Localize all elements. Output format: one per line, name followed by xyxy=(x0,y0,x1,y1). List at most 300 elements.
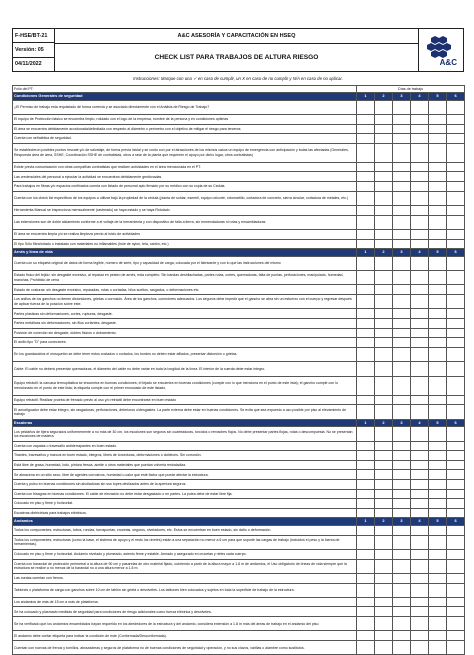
day-check-cell[interactable] xyxy=(447,573,465,583)
day-check-cell[interactable] xyxy=(375,451,393,461)
day-check-cell[interactable] xyxy=(429,256,447,270)
day-check-cell[interactable] xyxy=(429,162,447,172)
day-check-cell[interactable] xyxy=(411,100,429,114)
day-check-cell[interactable] xyxy=(429,215,447,229)
day-check-cell[interactable] xyxy=(411,559,429,573)
day-check-cell[interactable] xyxy=(375,239,393,249)
day-check-cell[interactable] xyxy=(411,499,429,509)
day-check-cell[interactable] xyxy=(375,508,393,518)
checklist-sheet xyxy=(12,28,464,655)
day-check-cell[interactable] xyxy=(375,395,393,405)
day-check-cell[interactable] xyxy=(447,191,465,205)
day-check-cell[interactable] xyxy=(429,124,447,134)
day-check-cell[interactable] xyxy=(357,499,375,509)
day-check-cell[interactable] xyxy=(447,124,465,134)
checklist-item-text: Posición de conexión sin desgaste, dobles físicos o dobramiento. xyxy=(13,328,357,338)
day-check-cell[interactable] xyxy=(411,191,429,205)
day-check-cell[interactable] xyxy=(357,641,375,655)
document-version: Versión: 05 xyxy=(13,43,54,57)
day-check-cell[interactable] xyxy=(375,631,393,641)
day-check-cell[interactable] xyxy=(411,470,429,480)
day-check-cell[interactable] xyxy=(375,427,393,441)
checklist-item-text: Cable: El cable no deberá presentar quemaduras, el diámetro del cable no debe variar en toda la longitud de la línea. El interior de la cuerda debe estar integro. xyxy=(13,362,357,376)
day-check-cell[interactable] xyxy=(429,395,447,405)
day-check-cell[interactable] xyxy=(429,347,447,361)
day-check-cell[interactable] xyxy=(429,559,447,573)
day-check-cell[interactable] xyxy=(429,143,447,162)
day-check-cell[interactable] xyxy=(429,441,447,451)
day-check-cell[interactable] xyxy=(447,205,465,215)
day-check-cell[interactable] xyxy=(393,641,411,655)
checklist-item-text: En los guardacabos el mosquetón se debe tener estos costados o cortados, los bordes no deben estar afilados, presentar distorsión o grietas. xyxy=(13,347,357,361)
day-check-cell[interactable] xyxy=(411,641,429,655)
day-check-cell[interactable] xyxy=(429,309,447,319)
day-check-cell[interactable] xyxy=(411,162,429,172)
day-check-cell[interactable] xyxy=(411,583,429,597)
day-check-cell[interactable] xyxy=(375,143,393,162)
day-check-cell[interactable] xyxy=(447,162,465,172)
day-check-cell[interactable] xyxy=(393,525,411,535)
day-check-cell[interactable] xyxy=(429,535,447,549)
day-check-cell[interactable] xyxy=(429,499,447,509)
day-check-cell[interactable] xyxy=(411,549,429,559)
day-check-cell[interactable] xyxy=(447,549,465,559)
day-check-cell[interactable] xyxy=(357,229,375,239)
day-check-cell[interactable] xyxy=(393,134,411,144)
day-check-cell[interactable] xyxy=(447,607,465,617)
day-check-cell[interactable] xyxy=(375,295,393,309)
day-check-cell[interactable] xyxy=(429,508,447,518)
day-check-cell[interactable] xyxy=(375,172,393,182)
day-check-cell[interactable] xyxy=(411,271,429,285)
day-check-cell[interactable] xyxy=(429,295,447,309)
day-check-cell[interactable] xyxy=(375,134,393,144)
day-check-cell[interactable] xyxy=(393,347,411,361)
day-check-cell[interactable] xyxy=(375,347,393,361)
day-check-cell[interactable] xyxy=(411,285,429,295)
checklist-row xyxy=(13,114,465,124)
day-check-cell[interactable] xyxy=(429,328,447,338)
day-check-cell[interactable] xyxy=(393,508,411,518)
day-check-cell[interactable] xyxy=(393,338,411,348)
day-check-cell[interactable] xyxy=(447,295,465,309)
day-check-cell[interactable] xyxy=(429,100,447,114)
day-check-cell[interactable] xyxy=(411,508,429,518)
day-check-cell[interactable] xyxy=(411,256,429,270)
day-check-cell[interactable] xyxy=(411,405,429,419)
day-check-cell[interactable] xyxy=(393,362,411,376)
day-check-cell[interactable] xyxy=(429,405,447,419)
day-check-cell[interactable] xyxy=(429,427,447,441)
day-check-cell[interactable] xyxy=(375,376,393,395)
day-check-cell[interactable] xyxy=(429,362,447,376)
day-check-cell[interactable] xyxy=(375,285,393,295)
day-number-header: 2 xyxy=(375,419,393,427)
day-check-cell[interactable] xyxy=(447,441,465,451)
day-check-cell[interactable] xyxy=(375,124,393,134)
day-check-cell[interactable] xyxy=(393,295,411,309)
day-check-cell[interactable] xyxy=(429,191,447,205)
day-check-cell[interactable] xyxy=(447,583,465,597)
day-check-cell[interactable] xyxy=(393,191,411,205)
day-check-cell[interactable] xyxy=(375,100,393,114)
day-check-cell[interactable] xyxy=(375,597,393,607)
day-check-cell[interactable] xyxy=(357,451,375,461)
day-check-cell[interactable] xyxy=(411,229,429,239)
day-check-cell[interactable] xyxy=(411,362,429,376)
day-check-cell[interactable] xyxy=(393,535,411,549)
day-check-cell[interactable] xyxy=(411,239,429,249)
day-check-cell[interactable] xyxy=(393,328,411,338)
day-check-cell[interactable] xyxy=(411,597,429,607)
day-check-cell[interactable] xyxy=(357,489,375,499)
day-check-cell[interactable] xyxy=(429,525,447,535)
day-check-cell[interactable] xyxy=(411,395,429,405)
day-check-cell[interactable] xyxy=(393,309,411,319)
day-check-cell[interactable] xyxy=(393,573,411,583)
day-check-cell[interactable] xyxy=(429,114,447,124)
day-check-cell[interactable] xyxy=(357,143,375,162)
day-check-cell[interactable] xyxy=(411,347,429,361)
day-check-cell[interactable] xyxy=(411,460,429,470)
day-check-cell[interactable] xyxy=(447,143,465,162)
day-check-cell[interactable] xyxy=(447,376,465,395)
day-check-cell[interactable] xyxy=(357,124,375,134)
day-check-cell[interactable] xyxy=(447,499,465,509)
day-check-cell[interactable] xyxy=(447,338,465,348)
day-check-cell[interactable] xyxy=(375,271,393,285)
day-check-cell[interactable] xyxy=(357,338,375,348)
instructions: Instrucciones: Marque con una ✓ en caso de cumplir, un X en caso de no cumplir y N/A en caso de no aplicar. xyxy=(133,76,343,81)
day-check-cell[interactable] xyxy=(429,285,447,295)
day-check-cell[interactable] xyxy=(393,100,411,114)
day-check-cell[interactable] xyxy=(357,285,375,295)
day-check-cell[interactable] xyxy=(393,181,411,191)
checklist-row xyxy=(13,470,465,480)
day-check-cell[interactable] xyxy=(357,508,375,518)
day-check-cell[interactable] xyxy=(393,479,411,489)
day-check-cell[interactable] xyxy=(411,328,429,338)
day-check-cell[interactable] xyxy=(357,319,375,329)
day-check-cell[interactable] xyxy=(447,271,465,285)
day-check-cell[interactable] xyxy=(429,451,447,461)
day-check-cell[interactable] xyxy=(411,319,429,329)
day-check-cell[interactable] xyxy=(429,641,447,655)
day-check-cell[interactable] xyxy=(447,535,465,549)
day-check-cell[interactable] xyxy=(357,460,375,470)
day-check-cell[interactable] xyxy=(375,162,393,172)
day-check-cell[interactable] xyxy=(447,525,465,535)
day-check-cell[interactable] xyxy=(357,395,375,405)
day-check-cell[interactable] xyxy=(357,100,375,114)
day-check-cell[interactable] xyxy=(393,470,411,480)
checklist-row xyxy=(13,607,465,617)
checklist-item-text: Escaleras dieléctricas para trabajos eléctricos. xyxy=(13,508,357,518)
day-check-cell[interactable] xyxy=(393,172,411,182)
day-check-cell[interactable] xyxy=(357,479,375,489)
day-check-cell[interactable] xyxy=(357,441,375,451)
day-check-cell[interactable] xyxy=(447,362,465,376)
day-check-cell[interactable] xyxy=(429,239,447,249)
day-check-cell[interactable] xyxy=(411,573,429,583)
day-check-cell[interactable] xyxy=(447,309,465,319)
day-check-cell[interactable] xyxy=(357,617,375,631)
day-check-cell[interactable] xyxy=(411,338,429,348)
day-check-cell[interactable] xyxy=(375,470,393,480)
day-check-cell[interactable] xyxy=(393,124,411,134)
day-check-cell[interactable] xyxy=(393,583,411,597)
day-check-cell[interactable] xyxy=(447,114,465,124)
day-check-cell[interactable] xyxy=(447,460,465,470)
day-check-cell[interactable] xyxy=(357,631,375,641)
day-check-cell[interactable] xyxy=(393,460,411,470)
day-check-cell[interactable] xyxy=(357,205,375,215)
day-check-cell[interactable] xyxy=(357,114,375,124)
day-check-cell[interactable] xyxy=(429,172,447,182)
day-check-cell[interactable] xyxy=(375,499,393,509)
day-check-cell[interactable] xyxy=(357,215,375,229)
checklist-row xyxy=(13,172,465,182)
day-check-cell[interactable] xyxy=(447,100,465,114)
day-check-cell[interactable] xyxy=(357,376,375,395)
day-check-cell[interactable] xyxy=(429,205,447,215)
day-check-cell[interactable] xyxy=(375,256,393,270)
day-check-cell[interactable] xyxy=(375,229,393,239)
day-check-cell[interactable] xyxy=(375,460,393,470)
day-check-cell[interactable] xyxy=(411,617,429,631)
day-check-cell[interactable] xyxy=(447,451,465,461)
day-check-cell[interactable] xyxy=(375,549,393,559)
day-check-cell[interactable] xyxy=(393,376,411,395)
day-check-cell[interactable] xyxy=(375,362,393,376)
day-check-cell[interactable] xyxy=(447,641,465,655)
day-check-cell[interactable] xyxy=(393,256,411,270)
day-check-cell[interactable] xyxy=(447,489,465,499)
day-check-cell[interactable] xyxy=(429,549,447,559)
checklist-row xyxy=(13,525,465,535)
day-check-cell[interactable] xyxy=(357,271,375,285)
day-check-cell[interactable] xyxy=(411,181,429,191)
day-check-cell[interactable] xyxy=(429,470,447,480)
day-check-cell[interactable] xyxy=(357,181,375,191)
day-check-cell[interactable] xyxy=(447,215,465,229)
day-check-cell[interactable] xyxy=(357,583,375,597)
day-check-cell[interactable] xyxy=(357,239,375,249)
day-check-cell[interactable] xyxy=(357,535,375,549)
checklist-item-text: Las extensiones son de doble aislamiento conforme a el voltaje de la herramienta y con dispositivo de falla a tierra, sin enmendaduras ni rotas y ensambladuras xyxy=(13,215,357,229)
day-check-cell[interactable] xyxy=(375,641,393,655)
day-check-cell[interactable] xyxy=(357,362,375,376)
day-check-cell[interactable] xyxy=(411,114,429,124)
checklist-item-text: Se ha verificado que los andamios ensamblados hayan requerido en los alrededores de la estructura y del andamio, considera extensión a 1.8 m más del áreas de trabajo en el andamio del piso. xyxy=(13,617,357,631)
day-check-cell[interactable] xyxy=(357,549,375,559)
day-check-cell[interactable] xyxy=(375,205,393,215)
day-check-cell[interactable] xyxy=(411,631,429,641)
day-check-cell[interactable] xyxy=(375,489,393,499)
day-check-cell[interactable] xyxy=(375,405,393,419)
day-check-cell[interactable] xyxy=(429,479,447,489)
day-check-cell[interactable] xyxy=(429,271,447,285)
day-check-cell[interactable] xyxy=(393,239,411,249)
day-check-cell[interactable] xyxy=(357,427,375,441)
day-check-cell[interactable] xyxy=(393,319,411,329)
day-check-cell[interactable] xyxy=(447,181,465,191)
day-check-cell[interactable] xyxy=(411,607,429,617)
day-check-cell[interactable] xyxy=(411,441,429,451)
day-check-cell[interactable] xyxy=(429,583,447,597)
day-check-cell[interactable] xyxy=(411,143,429,162)
day-check-cell[interactable] xyxy=(411,215,429,229)
day-check-cell[interactable] xyxy=(393,143,411,162)
day-check-cell[interactable] xyxy=(357,559,375,573)
day-check-cell[interactable] xyxy=(357,191,375,205)
day-check-cell[interactable] xyxy=(411,172,429,182)
day-check-cell[interactable] xyxy=(429,597,447,607)
day-check-cell[interactable] xyxy=(411,309,429,319)
checklist-row xyxy=(13,583,465,597)
day-check-cell[interactable] xyxy=(411,295,429,309)
day-check-cell[interactable] xyxy=(393,395,411,405)
day-check-cell[interactable] xyxy=(393,597,411,607)
day-check-cell[interactable] xyxy=(447,405,465,419)
day-check-cell[interactable] xyxy=(393,271,411,285)
day-check-cell[interactable] xyxy=(447,229,465,239)
day-check-cell[interactable] xyxy=(375,525,393,535)
day-check-cell[interactable] xyxy=(393,229,411,239)
day-check-cell[interactable] xyxy=(375,338,393,348)
day-check-cell[interactable] xyxy=(411,427,429,441)
day-check-cell[interactable] xyxy=(375,114,393,124)
day-check-cell[interactable] xyxy=(357,597,375,607)
day-check-cell[interactable] xyxy=(429,607,447,617)
day-check-cell[interactable] xyxy=(447,395,465,405)
day-check-cell[interactable] xyxy=(429,181,447,191)
day-check-cell[interactable] xyxy=(357,134,375,144)
day-check-cell[interactable] xyxy=(393,162,411,172)
day-check-cell[interactable] xyxy=(447,172,465,182)
day-check-cell[interactable] xyxy=(357,172,375,182)
day-check-cell[interactable] xyxy=(429,617,447,631)
day-check-cell[interactable] xyxy=(411,535,429,549)
day-check-cell[interactable] xyxy=(411,124,429,134)
day-check-cell[interactable] xyxy=(357,309,375,319)
day-check-cell[interactable] xyxy=(375,319,393,329)
day-check-cell[interactable] xyxy=(447,319,465,329)
day-check-cell[interactable] xyxy=(375,215,393,229)
day-check-cell[interactable] xyxy=(375,583,393,597)
day-check-cell[interactable] xyxy=(411,489,429,499)
day-check-cell[interactable] xyxy=(429,460,447,470)
day-check-cell[interactable] xyxy=(375,441,393,451)
day-check-cell[interactable] xyxy=(357,470,375,480)
day-check-cell[interactable] xyxy=(429,338,447,348)
checklist-item-text: El área se encuentra debidamente acordonada/delimitada con respecto al diámetro o perímetro con el objetivo de mitigar el riesgo para terceros xyxy=(13,124,357,134)
day-check-cell[interactable] xyxy=(393,559,411,573)
day-check-cell[interactable] xyxy=(375,191,393,205)
day-check-cell[interactable] xyxy=(411,376,429,395)
day-check-cell[interactable] xyxy=(447,427,465,441)
checklist-row xyxy=(13,631,465,641)
day-check-cell[interactable] xyxy=(393,489,411,499)
day-check-cell[interactable] xyxy=(393,427,411,441)
day-check-cell[interactable] xyxy=(447,347,465,361)
day-check-cell[interactable] xyxy=(375,328,393,338)
day-check-cell[interactable] xyxy=(447,256,465,270)
day-check-cell[interactable] xyxy=(357,607,375,617)
day-check-cell[interactable] xyxy=(375,181,393,191)
day-check-cell[interactable] xyxy=(447,470,465,480)
day-check-cell[interactable] xyxy=(357,405,375,419)
day-check-cell[interactable] xyxy=(429,376,447,395)
day-check-cell[interactable] xyxy=(375,573,393,583)
day-check-cell[interactable] xyxy=(357,525,375,535)
checklist-item-text: Existe previa comunicación con otras compañías contratistas que realicen actividades en el área mencionada en el PT. xyxy=(13,162,357,172)
day-check-cell[interactable] xyxy=(447,134,465,144)
day-check-cell[interactable] xyxy=(411,479,429,489)
day-check-cell[interactable] xyxy=(447,617,465,631)
day-check-cell[interactable] xyxy=(429,631,447,641)
day-check-cell[interactable] xyxy=(447,559,465,573)
checklist-item-text: Cuenta con barandal de protección perimetral a la altura de 90 cm y pasarelas de otro material fijado, cubriendo a partir de la altura mayor a 1.8 m de andamios, el Uso obligatorio de líneas de vida siempre que la estructura se realice a no menos de la barandal no a una altura menor a 1.8 m. xyxy=(13,559,357,573)
day-check-cell[interactable] xyxy=(375,607,393,617)
day-check-cell[interactable] xyxy=(447,631,465,641)
day-check-cell[interactable] xyxy=(393,205,411,215)
day-check-cell[interactable] xyxy=(375,479,393,489)
day-check-cell[interactable] xyxy=(447,508,465,518)
day-check-cell[interactable] xyxy=(393,631,411,641)
day-check-cell[interactable] xyxy=(357,328,375,338)
day-check-cell[interactable] xyxy=(447,285,465,295)
day-check-cell[interactable] xyxy=(375,309,393,319)
checklist-row xyxy=(13,597,465,607)
day-check-cell[interactable] xyxy=(447,597,465,607)
day-check-cell[interactable] xyxy=(411,451,429,461)
day-check-cell[interactable] xyxy=(393,549,411,559)
day-check-cell[interactable] xyxy=(393,441,411,451)
day-check-cell[interactable] xyxy=(393,499,411,509)
day-check-cell[interactable] xyxy=(375,535,393,549)
day-check-cell[interactable] xyxy=(411,525,429,535)
day-check-cell[interactable] xyxy=(429,319,447,329)
day-check-cell[interactable] xyxy=(429,229,447,239)
day-check-cell[interactable] xyxy=(357,256,375,270)
day-check-cell[interactable] xyxy=(393,617,411,631)
day-check-cell[interactable] xyxy=(447,239,465,249)
day-check-cell[interactable] xyxy=(357,162,375,172)
day-check-cell[interactable] xyxy=(357,573,375,583)
day-check-cell[interactable] xyxy=(429,573,447,583)
day-check-cell[interactable] xyxy=(375,617,393,631)
day-check-cell[interactable] xyxy=(429,134,447,144)
day-check-cell[interactable] xyxy=(447,479,465,489)
checklist-row xyxy=(13,338,465,348)
day-check-cell[interactable] xyxy=(393,607,411,617)
day-check-cell[interactable] xyxy=(429,489,447,499)
day-check-cell[interactable] xyxy=(447,328,465,338)
day-number-header: 3 xyxy=(393,518,411,526)
day-check-cell[interactable] xyxy=(393,405,411,419)
day-check-cell[interactable] xyxy=(357,295,375,309)
day-check-cell[interactable] xyxy=(411,205,429,215)
day-check-cell[interactable] xyxy=(357,347,375,361)
day-check-cell[interactable] xyxy=(393,215,411,229)
day-check-cell[interactable] xyxy=(375,559,393,573)
day-check-cell[interactable] xyxy=(393,451,411,461)
checklist-row xyxy=(13,271,465,285)
day-check-cell[interactable] xyxy=(393,114,411,124)
day-check-cell[interactable] xyxy=(411,134,429,144)
day-check-cell[interactable] xyxy=(393,285,411,295)
